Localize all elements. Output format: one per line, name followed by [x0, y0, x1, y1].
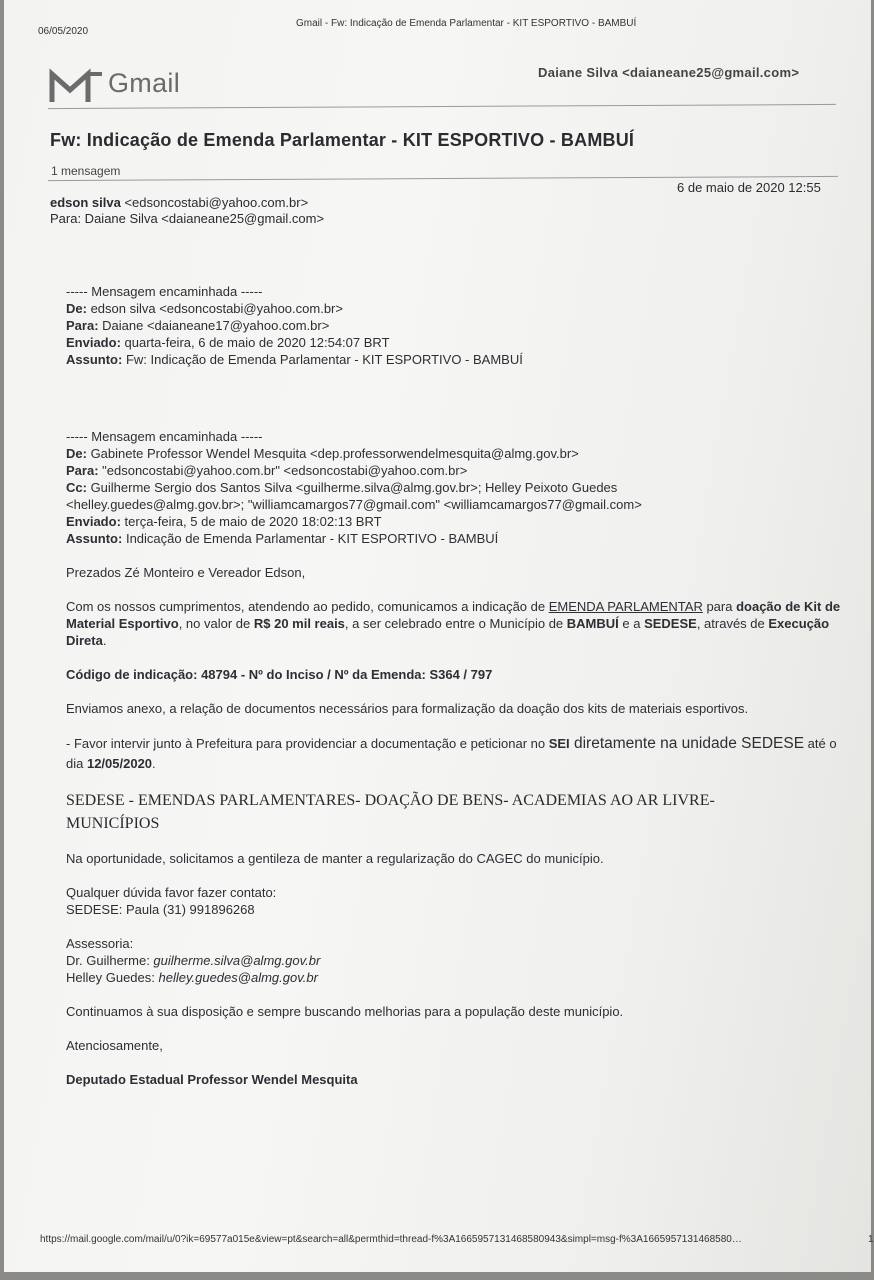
- forwarded-header-2: [66, 428, 846, 547]
- sender-email: <edsoncostabi@yahoo.com.br>: [124, 195, 309, 210]
- message-sender: [50, 195, 308, 210]
- signature: Deputado Estadual Professor Wendel Mesquita: [66, 1072, 358, 1087]
- message-body: [66, 283, 846, 1088]
- gmail-envelope-icon: [48, 70, 106, 104]
- sender-name: edson silva: [50, 195, 121, 210]
- forward-from: De: edson silva <edsoncostabi@yahoo.com.br>: [66, 301, 343, 316]
- advisor-guilherme: Dr. Guilherme: guilherme.silva@almg.gov.br: [66, 953, 321, 968]
- print-url: https://mail.google.com/mail/u/0?ik=69577a015e&view=pt&search=all&permthid=thread-f%3A1665957131468580943&simpl=msg-f%3A1665957131468580…: [40, 1234, 742, 1245]
- assessoria-label: Assessoria:: [66, 936, 134, 951]
- forward-subject: Assunto: Indicação de Emenda Parlamentar - KIT ESPORTIVO - BAMBUÍ: [66, 531, 499, 546]
- forward-from: De: Gabinete Professor Wendel Mesquita <dep.professorwendelmesquita@almg.gov.br>: [66, 446, 579, 461]
- account-owner: Daiane Silva <daianeane25@gmail.com>: [538, 65, 800, 80]
- printed-email-page: [4, 0, 874, 1272]
- section-heading: SEDESE - EMENDAS PARLAMENTARES- DOAÇÃO DE BENS- ACADEMIAS AO AR LIVRE- MUNICÍPIOS: [66, 792, 715, 832]
- announcement-paragraph: Com os nossos cumprimentos, atendendo ao pedido, comunicamos a indicação de EMENDA PARLAMENTAR para doação de Kit de Material Esportivo, no valor de R$ 20 mil reais, a ser celebrado entre o Município de BAMBUÍ e a SEDESE, através de Execução Direta.: [66, 599, 841, 648]
- forward-to: Para: Daiane <daianeane17@yahoo.com.br>: [66, 318, 330, 333]
- forward-to: Para: "edsoncostabi@yahoo.com.br" <edsoncostabi@yahoo.com.br>: [66, 463, 468, 478]
- advisor-helley: Helley Guedes: helley.guedes@almg.gov.br: [66, 970, 318, 985]
- attachment-paragraph: Enviamos anexo, a relação de documentos necessários para formalização da doação dos kits de materiais esportivos.: [66, 701, 749, 716]
- indication-code: Código de indicação: 48794 - Nº do Inciso / Nº da Emenda: S364 / 797: [66, 667, 493, 682]
- advisor-helley-email[interactable]: helley.guedes@almg.gov.br: [158, 970, 318, 985]
- cagec-paragraph: Na oportunidade, solicitamos a gentileza de manter a regularização do CAGEC do município.: [66, 851, 604, 866]
- message-count: 1 mensagem: [51, 164, 121, 178]
- request-paragraph: - Favor intervir junto à Prefeitura para providenciar a documentação e peticionar no SEI diretamente na unidade SEDESE até o dia 12/05/2020.: [66, 735, 837, 771]
- print-date: 06/05/2020: [38, 26, 89, 37]
- forward-sent: Enviado: quarta-feira, 6 de maio de 2020 12:54:07 BRT: [66, 335, 390, 350]
- message-recipient: Para: Daiane Silva <daianeane25@gmail.com>: [50, 211, 325, 226]
- forwarded-header-1: [66, 283, 846, 368]
- forward-subject: Assunto: Fw: Indicação de Emenda Parlamentar - KIT ESPORTIVO - BAMBUÍ: [66, 352, 523, 367]
- print-page-title: Gmail - Fw: Indicação de Emenda Parlamentar - KIT ESPORTIVO - BAMBUÍ: [296, 18, 637, 29]
- contact-phone: SEDESE: Paula (31) 991896268: [66, 902, 255, 917]
- forward-cc-continued: <helley.guedes@almg.gov.br>; "williamcamargos77@gmail.com" <williamcamargos77@gmail.com>: [66, 497, 642, 512]
- forward-sent: Enviado: terça-feira, 5 de maio de 2020 18:02:13 BRT: [66, 514, 382, 529]
- forward-heading: ----- Mensagem encaminhada -----: [66, 284, 263, 299]
- thread-subject: Fw: Indicação de Emenda Parlamentar - KIT ESPORTIVO - BAMBUÍ: [50, 130, 635, 150]
- header-divider: [48, 104, 836, 109]
- page-number: 1: [868, 1234, 874, 1245]
- forward-heading: ----- Mensagem encaminhada -----: [66, 429, 263, 444]
- contact-line: Qualquer dúvida favor fazer contato:: [66, 885, 277, 900]
- advisor-guilherme-email[interactable]: guilherme.silva@almg.gov.br: [153, 953, 321, 968]
- gmail-wordmark: Gmail: [108, 68, 181, 98]
- greeting: Prezados Zé Monteiro e Vereador Edson,: [66, 565, 306, 580]
- emenda-link[interactable]: EMENDA PARLAMENTAR: [548, 599, 703, 614]
- closing-paragraph: Continuamos à sua disposição e sempre buscando melhorias para a população deste município.: [66, 1004, 624, 1019]
- forward-cc: Cc: Guilherme Sergio dos Santos Silva <guilherme.silva@almg.gov.br>; Helley Peixoto Guedes: [66, 480, 618, 495]
- closing-salutation: Atenciosamente,: [66, 1038, 163, 1053]
- message-date: 6 de maio de 2020 12:55: [677, 180, 821, 195]
